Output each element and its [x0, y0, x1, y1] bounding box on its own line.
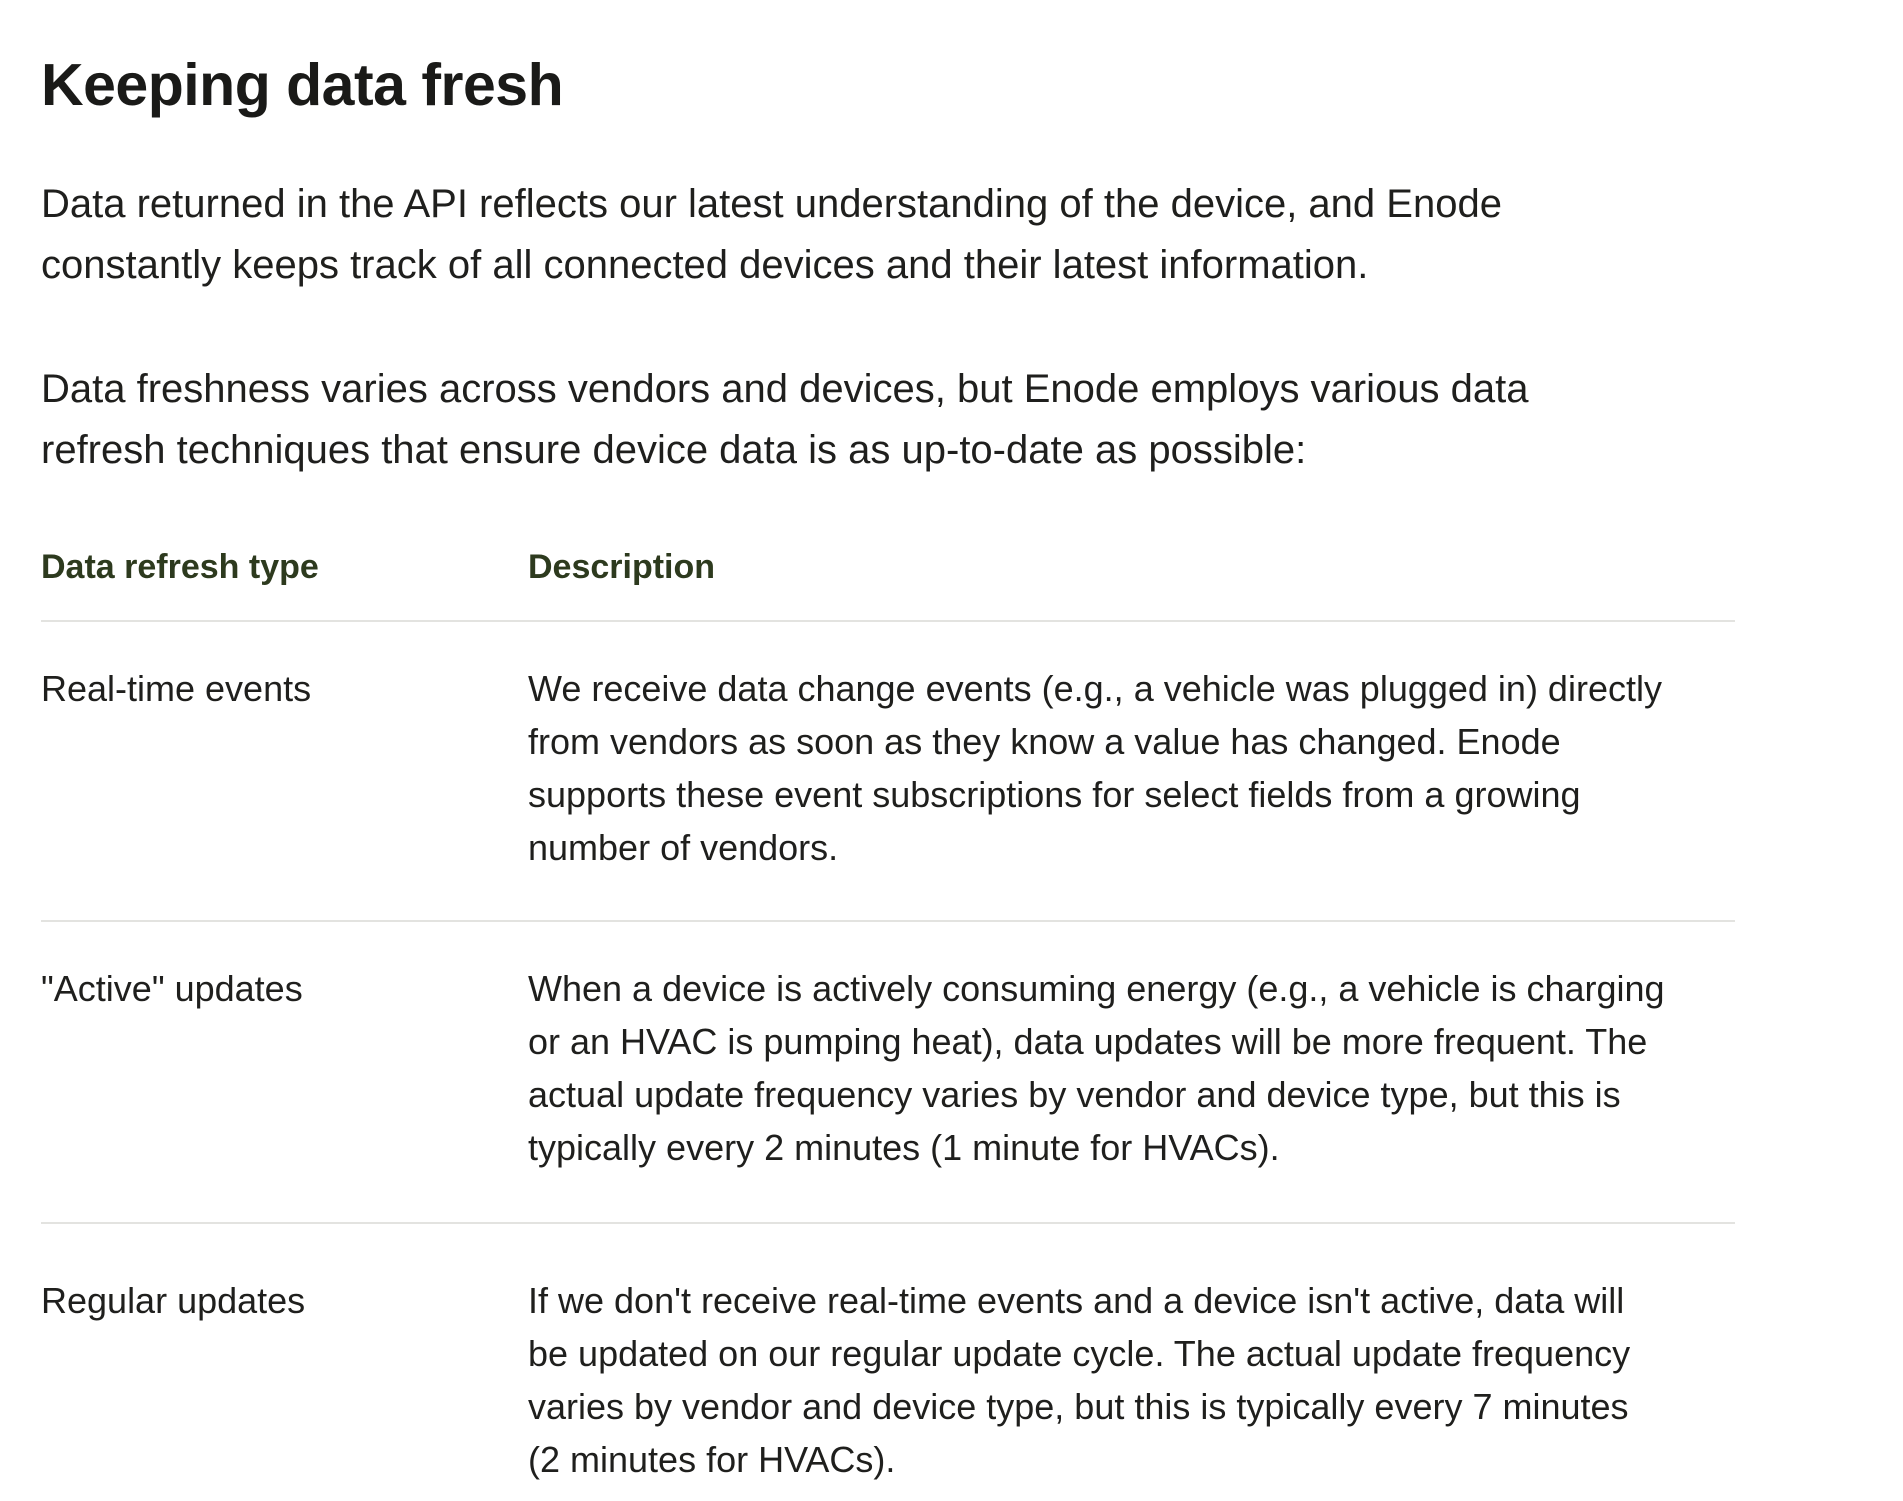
paragraph-line: refresh techniques that ensure device data is as up-to-date as possible:: [41, 428, 1307, 472]
description-line: When a device is actively consuming energy (e.g., a vehicle is charging: [528, 968, 1665, 1009]
description-cell: [528, 1274, 1630, 1486]
paragraph-line: constantly keeps track of all connected devices and their latest information.: [41, 243, 1369, 287]
description-line: be updated on our regular update cycle. The actual update frequency: [528, 1333, 1631, 1374]
description-line: actual update frequency varies by vendor and device type, but this is: [528, 1074, 1621, 1115]
table-header-row: [41, 546, 1735, 622]
table-row: [41, 922, 1735, 1224]
page-title: Keeping data fresh: [41, 52, 564, 118]
description-line: We receive data change events (e.g., a vehicle was plugged in) directly: [528, 668, 1662, 709]
refresh-type-cell: Regular updates: [41, 1280, 306, 1321]
refresh-type-cell: Real-time events: [41, 668, 312, 709]
column-header-description: Description: [528, 548, 716, 586]
paragraph-line: Data returned in the API reflects our latest understanding of the device, and Enode: [41, 182, 1502, 226]
description-line: (2 minutes for HVACs).: [528, 1439, 896, 1480]
table-row: [41, 1224, 1735, 1484]
table-row: [41, 622, 1735, 922]
freshness-paragraph: [41, 359, 1741, 481]
refresh-type-cell: "Active" updates: [41, 968, 303, 1009]
intro-paragraph: [41, 174, 1741, 296]
description-line: number of vendors.: [528, 827, 839, 868]
description-cell: [528, 662, 1662, 874]
description-line: from vendors as soon as they know a value has changed. Enode: [528, 721, 1561, 762]
refresh-types-table: [41, 546, 1735, 1484]
description-line: varies by vendor and device type, but this is typically every 7 minutes: [528, 1386, 1629, 1427]
paragraph-line: Data freshness varies across vendors and devices, but Enode employs various data: [41, 367, 1529, 411]
description-line: If we don't receive real-time events and a device isn't active, data will: [528, 1280, 1625, 1321]
description-line: or an HVAC is pumping heat), data updates will be more frequent. The: [528, 1021, 1648, 1062]
description-line: supports these event subscriptions for select fields from a growing: [528, 774, 1581, 815]
column-header-type: Data refresh type: [41, 548, 319, 586]
description-cell: [528, 962, 1665, 1174]
description-line: typically every 2 minutes (1 minute for HVACs).: [528, 1127, 1280, 1168]
